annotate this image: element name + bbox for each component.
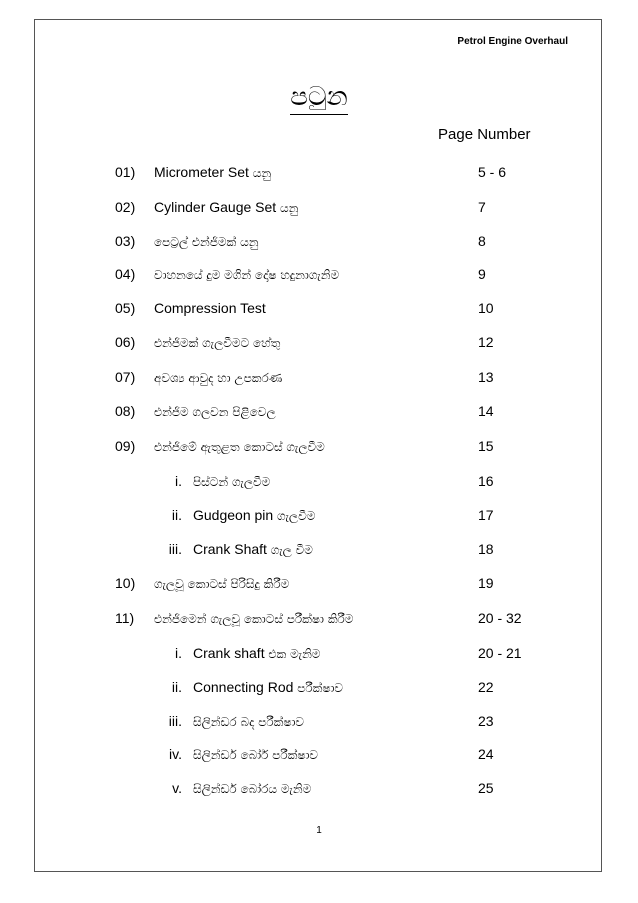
subentry-page: 22 — [478, 679, 494, 695]
entry-title: එන්ජිමේ ඇතුළත කොටස් ගැලවීම — [154, 440, 325, 454]
toc-subentry — [0, 473, 638, 497]
subentry-title: Crank shaft එක මැනිම — [193, 645, 321, 661]
subentry-page: 18 — [478, 541, 494, 557]
entry-page: 9 — [478, 266, 486, 282]
running-header: Petrol Engine Overhaul — [457, 36, 568, 47]
entry-number: 02) — [115, 199, 136, 215]
entry-page: 14 — [478, 403, 494, 419]
subentry-page: 20 - 21 — [478, 645, 522, 661]
entry-title: එන්ජිමක් ගැලවීමට හේතු — [154, 336, 281, 350]
subentry-title: සිලින්ඩර් බෝර් පරීක්ෂාව — [193, 748, 319, 762]
toc-subentry — [0, 507, 638, 531]
toc-subentry — [0, 746, 638, 770]
entry-title: එන්ජිම ගලවන පිළිවෙල — [154, 405, 276, 419]
entry-title: Cylinder Gauge Set යනු — [154, 199, 299, 215]
entry-number: 08) — [115, 403, 136, 419]
toc-entry — [0, 403, 638, 427]
entry-page: 10 — [478, 300, 494, 316]
toc-entry — [0, 199, 638, 223]
subentry-title: Connecting Rod පරීක්ෂාව — [193, 679, 344, 695]
subentry-number: ii. — [171, 679, 182, 695]
toc-entry — [0, 334, 638, 358]
entry-page: 5 - 6 — [478, 164, 507, 180]
subentry-page: 23 — [478, 713, 494, 729]
subentry-number: iii. — [168, 541, 182, 557]
toc-subentry — [0, 645, 638, 669]
subentry-page: 25 — [478, 780, 494, 796]
subentry-number: iv. — [169, 746, 182, 762]
entry-number: 03) — [115, 233, 136, 249]
subentry-title: පිස්ටන් ගැලවීම — [193, 475, 271, 489]
toc-entry — [0, 575, 638, 599]
subentry-number: v. — [172, 780, 182, 796]
toc-entry — [0, 610, 638, 634]
subentry-title: සිලින්ඩර බද පරීක්ෂාව — [193, 715, 305, 729]
entry-number: 11) — [115, 610, 135, 626]
entry-page: 15 — [478, 438, 494, 454]
subentry-title: Crank Shaft ගැල වීම — [193, 541, 313, 557]
toc-subentry — [0, 679, 638, 703]
entry-page: 13 — [478, 369, 494, 385]
entry-page: 19 — [478, 575, 494, 591]
entry-title: ගැලවූ කොටස් පිරිසිදු කිරීම — [154, 577, 290, 591]
entry-number: 04) — [115, 266, 136, 282]
toc-subentry — [0, 541, 638, 565]
subentry-title: Gudgeon pin ගැලවීම — [193, 507, 316, 523]
page-number-heading: Page Number — [438, 126, 531, 143]
toc-entry — [0, 300, 638, 324]
entry-number: 07) — [115, 369, 136, 385]
entry-number: 09) — [115, 438, 136, 454]
entry-page: 20 - 32 — [478, 610, 522, 626]
subentry-number: i. — [175, 473, 182, 489]
entry-title: වාහනයේ දුම මගින් දෝෂ හදුනාගැනිම — [154, 268, 340, 282]
subentry-page: 16 — [478, 473, 494, 489]
entry-number: 10) — [115, 575, 136, 591]
toc-entry — [0, 438, 638, 462]
entry-title: පෙට්‍රල් එන්ජිමක් යනු — [154, 235, 259, 249]
toc-entry — [0, 164, 638, 188]
subentry-number: ii. — [171, 507, 182, 523]
entry-page: 8 — [478, 233, 486, 249]
entry-title: එන්ජිමෙන් ගැලවූ කොටස් පරීක්ෂා කිරීම — [154, 612, 354, 626]
toc-entry — [0, 369, 638, 393]
subentry-title: සිලින්ඩර් බෝරය මැනිම — [193, 782, 312, 796]
entry-number: 01) — [115, 164, 136, 180]
subentry-number: i. — [175, 645, 182, 661]
toc-entry — [0, 233, 638, 257]
subentry-number: iii. — [168, 713, 182, 729]
entry-page: 12 — [478, 334, 494, 350]
subentry-page: 17 — [478, 507, 494, 523]
entry-number: 06) — [115, 334, 136, 350]
entry-page: 7 — [478, 199, 486, 215]
subentry-page: 24 — [478, 746, 494, 762]
toc-subentry — [0, 780, 638, 804]
page-number-footer: 1 — [316, 825, 322, 836]
entry-title: Micrometer Set යනු — [154, 164, 272, 180]
entry-number: 05) — [115, 300, 136, 316]
title-text: පටුන — [290, 82, 347, 115]
entry-title: Compression Test — [154, 300, 266, 316]
entry-title: අවශ්‍ය ආවුද හා උපකරණ — [154, 371, 283, 385]
page-title — [0, 82, 638, 113]
toc-entry — [0, 266, 638, 290]
toc-subentry — [0, 713, 638, 737]
